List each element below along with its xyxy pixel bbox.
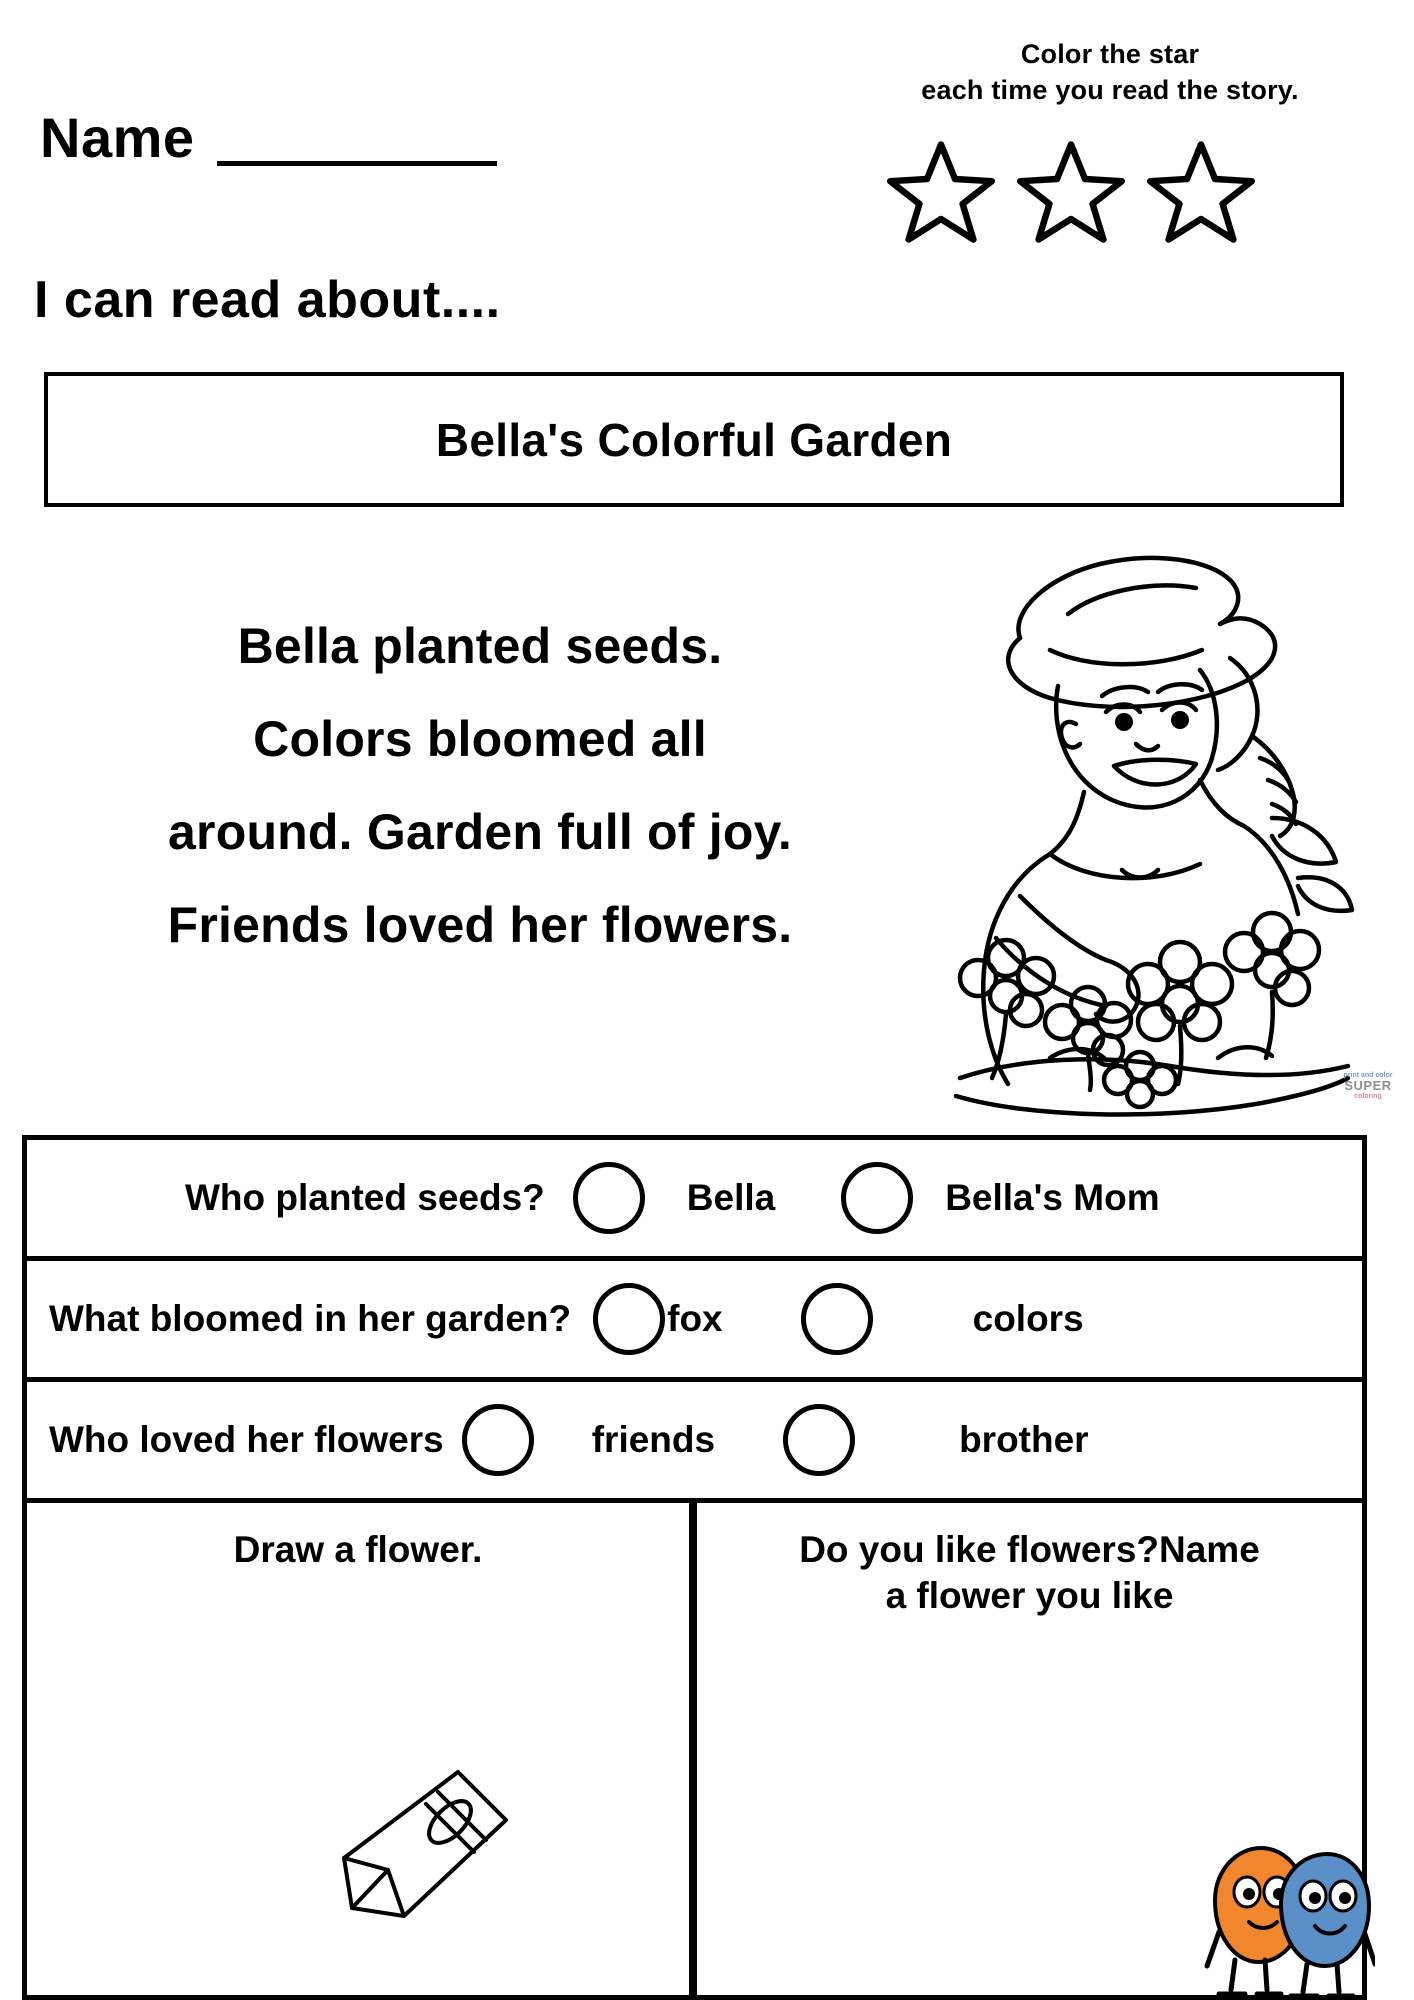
- star-icon[interactable]: [1015, 138, 1127, 246]
- question-row: [22, 1135, 1367, 1261]
- question-prompt: Who loved her flowers: [49, 1419, 444, 1460]
- write-prompt-line-2: a flower you like: [885, 1575, 1174, 1617]
- answer-bubble[interactable]: [462, 1404, 534, 1476]
- name-input-blank[interactable]: [217, 117, 497, 166]
- watermark-line-1: print and color: [1343, 1072, 1393, 1079]
- answer-label: friends: [591, 1419, 716, 1460]
- i-can-read-label: I can read about....: [34, 271, 501, 329]
- story-title: Bella's Colorful Garden: [435, 413, 953, 466]
- answer-bubble[interactable]: [573, 1162, 645, 1234]
- answer-bubble[interactable]: [783, 1404, 855, 1476]
- name-row: [40, 106, 497, 169]
- answer-label: brother: [959, 1419, 1089, 1460]
- star-tracker: [885, 138, 1305, 246]
- star-instructions-line-1: Color the star: [1020, 39, 1200, 69]
- answer-bubble[interactable]: [801, 1283, 873, 1355]
- star-instructions-line-2: each time you read the story.: [921, 75, 1299, 106]
- star-icon[interactable]: [885, 138, 997, 246]
- write-prompt-line-1: Do you like flowers?Name: [799, 1529, 1260, 1570]
- story-line: Colors bloomed all: [253, 711, 707, 767]
- question-row: [22, 1377, 1367, 1503]
- mascot-characters: [1185, 1830, 1375, 2000]
- star-icon[interactable]: [1145, 138, 1257, 246]
- answer-bubble[interactable]: [593, 1283, 665, 1355]
- answer-label: Bella's Mom: [945, 1177, 1160, 1218]
- crayon-icon: [330, 1750, 530, 1930]
- write-prompt: [697, 1527, 1362, 1620]
- answer-label: Bella: [686, 1177, 776, 1218]
- question-row: [22, 1256, 1367, 1382]
- question-prompt: Who planted seeds?: [185, 1177, 545, 1218]
- story-title-box: [44, 372, 1344, 507]
- name-label: Name: [40, 106, 195, 169]
- question-prompt: What bloomed in her garden?: [49, 1298, 572, 1339]
- story-line: Friends loved her flowers.: [167, 897, 793, 953]
- story-line: around. Garden full of joy.: [168, 804, 792, 860]
- story-text: [30, 600, 930, 972]
- star-instructions: [860, 36, 1360, 109]
- answer-label: colors: [972, 1298, 1084, 1339]
- answer-bubble[interactable]: [841, 1162, 913, 1234]
- draw-prompt: Draw a flower.: [233, 1529, 483, 1570]
- watermark-line-3: coloring: [1354, 1092, 1382, 1100]
- answer-label: fox: [667, 1298, 723, 1339]
- watermark: [1338, 1072, 1398, 1100]
- girl-planting-flowers-illustration: [900, 518, 1360, 1128]
- watermark-line-2: SUPER: [1344, 1078, 1392, 1094]
- story-line: Bella planted seeds.: [237, 618, 723, 674]
